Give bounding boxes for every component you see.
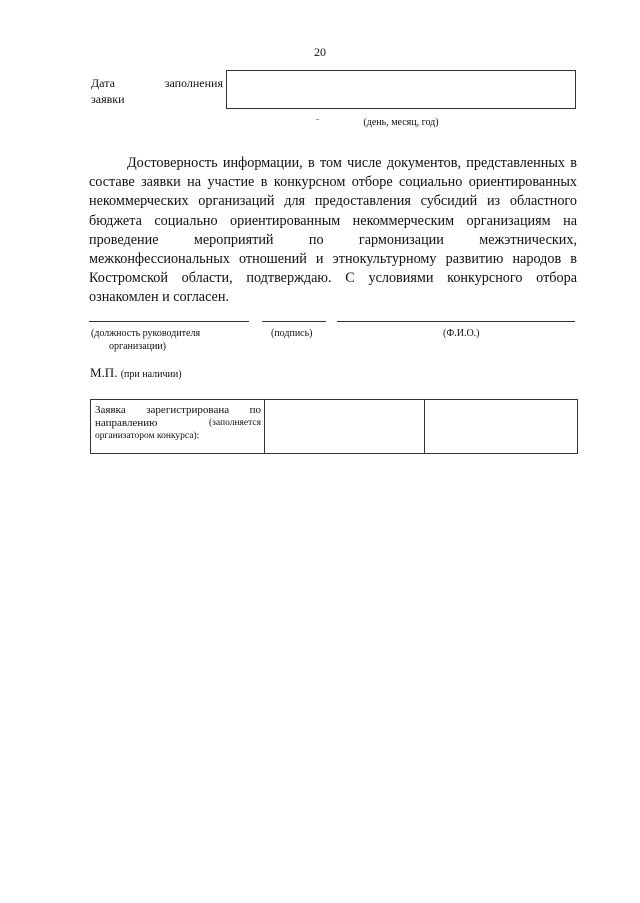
registration-text: Заявка [95, 404, 126, 416]
registration-label-cell [91, 400, 265, 454]
stamp-label: М.П. [90, 365, 118, 380]
scan-speck [316, 119, 319, 120]
certification-statement: Достоверность информации, в том числе документов, представленных в составе заявки на участие в конкурсном отборе социально ориентированных некоммерческих организаций для предоставления субсидий из областного бюджета социально ориентированным некоммерческим организациям на проведение мероприятий по гармонизации межэтнических, межконфессиональных отношений и этнокультурному развитию народов в Костромской области, подтверждаю. С условиями конкурсного отбора ознакомлен и согласен. [89, 155, 577, 306]
application-date-field[interactable] [226, 70, 576, 109]
position-caption-line: организации) [109, 341, 167, 352]
signature-caption: (подпись) [271, 328, 313, 339]
registration-text: направлению [95, 417, 158, 429]
date-label-word: заявки [91, 92, 125, 106]
registration-note: организатором конкурса): [95, 431, 200, 441]
date-label-word: заполнения [164, 76, 223, 90]
position-signature-line[interactable] [89, 321, 249, 322]
registration-text: зарегистрирована [146, 404, 230, 416]
date-format-hint: (день, месяц, год) [363, 117, 439, 128]
full-name-caption: (Ф.И.О.) [443, 328, 480, 339]
registration-number-cell[interactable] [265, 400, 425, 454]
signature-line[interactable] [262, 321, 326, 322]
page-number: 20 [314, 45, 326, 59]
date-label-word: Дата [91, 76, 115, 90]
registration-note: (заполняется [209, 418, 261, 428]
position-caption [91, 327, 241, 353]
registration-date-cell[interactable] [425, 400, 578, 454]
position-caption-line: (должность руководителя [91, 328, 201, 339]
stamp-note: (при наличии) [120, 369, 182, 380]
registration-text: по [249, 404, 261, 416]
table-row [91, 400, 578, 454]
full-name-line[interactable] [337, 321, 575, 322]
registration-table [90, 399, 578, 454]
stamp-placeholder [90, 365, 182, 381]
application-date-label [91, 75, 223, 107]
